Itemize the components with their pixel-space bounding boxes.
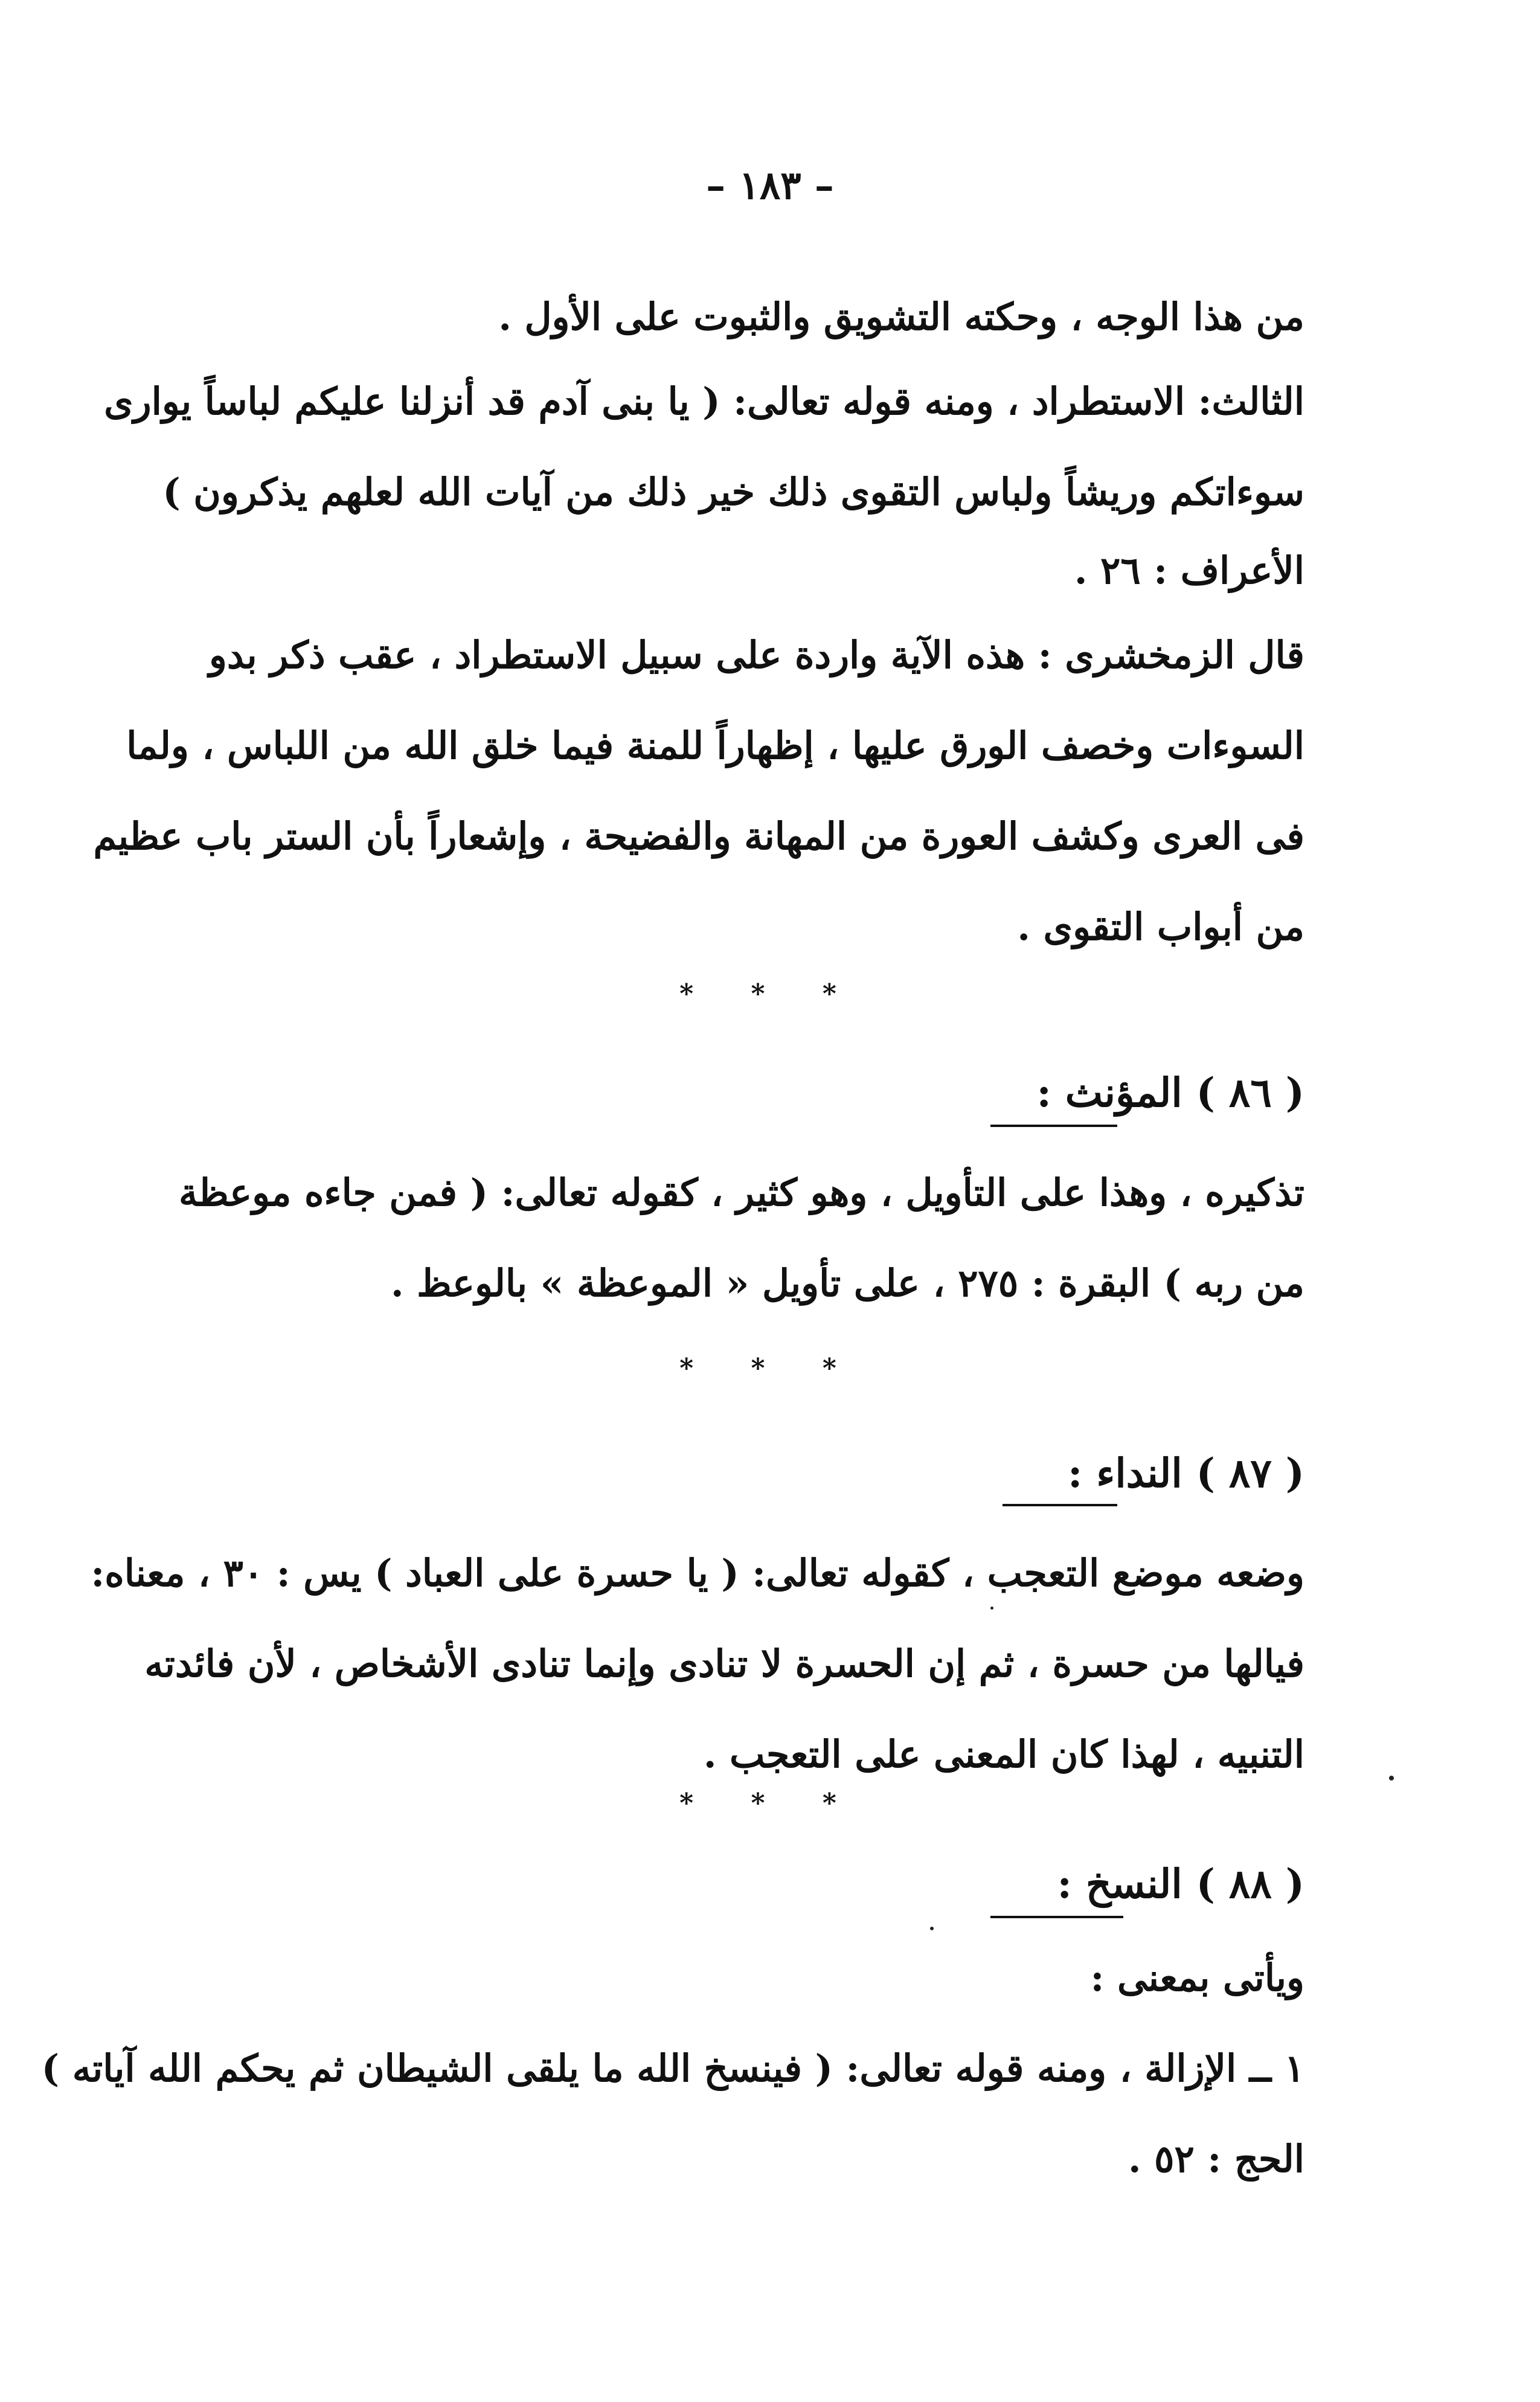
paragraph-86: [179, 1148, 1304, 1329]
text-line: من أبواب التقوى .: [1017, 905, 1304, 949]
heading-underline: [990, 1125, 1117, 1127]
heading-text: ( ٨٨ ) النسخ :: [1057, 1860, 1304, 1907]
heading-underline: [1003, 1504, 1117, 1506]
text-line: الحج : ٥٢ .: [1128, 2137, 1304, 2181]
text-line: تذكيره ، وهذا على التأويل ، وهو كثير ، كقوله تعالى: ( فمن جاءه موعظة: [179, 1170, 1304, 1215]
paragraph-88: [41, 1933, 1304, 2205]
text-line: التنبيه ، لهذا كان المعنى على التعجب .: [703, 1732, 1304, 1776]
text-line: السوءات وخصف الورق عليها ، إظهاراً للمنة فيما خلق الله من اللباس ، ولما: [126, 724, 1304, 768]
section-heading-88: [1057, 1860, 1305, 1907]
scan-speck: [990, 1607, 993, 1610]
text-line: وضعه موضع التعجب ، كقوله تعالى: ( يا حسرة على العباد ) يس : ٣٠ ، معناه:: [91, 1551, 1304, 1595]
text-line: قال الزمخشرى : هذه الآية واردة على سبيل الاستطراد ، عقب ذكر بدو: [208, 633, 1304, 677]
heading-text: ( ٨٧ ) النداء :: [1067, 1450, 1304, 1497]
section-separator: * * *: [679, 1353, 861, 1384]
paragraph-third-istitrad: [104, 356, 1304, 604]
text-line: الثالث: الاستطراد ، ومنه قوله تعالى: ( يا بنى آدم قد أنزلنا عليكم لباساً يوارى: [104, 379, 1304, 423]
heading-underline: [990, 1916, 1123, 1918]
paragraph-zamakhshari: [93, 610, 1304, 972]
intro-paragraph: [211, 272, 1304, 362]
scan-speck: [1389, 1776, 1394, 1781]
text-line: فى العرى وكشف العورة من المهانة والفضيحة ، وإشعاراً بأن الستر باب عظيم: [93, 814, 1304, 858]
text-line: من هذا الوجه ، وحكته التشويق والثبوت على الأول .: [498, 295, 1304, 339]
section-separator: * * *: [679, 1788, 861, 1819]
paragraph-87: [91, 1528, 1304, 1800]
text-line: سوءاتكم وريشاً ولباس التقوى ذلك خير ذلك من آيات الله لعلهم يذكرون ): [162, 470, 1304, 514]
text-line: ويأتى بمعنى :: [1090, 1956, 1304, 2000]
section-heading-87: [1068, 1450, 1304, 1497]
page-number: – ١٨٣ –: [706, 163, 834, 208]
text-line: فيالها من حسرة ، ثم إن الحسرة لا تنادى وإنما تنادى الأشخاص ، لأن فائدته: [144, 1642, 1304, 1686]
heading-text: ( ٨٦ ) المؤنث :: [1036, 1069, 1304, 1116]
text-line: الأعراف : ٢٦ .: [1074, 548, 1304, 592]
text-line: من ربه ) البقرة : ٢٧٥ ، على تأويل « الموعظة » بالوعظ .: [390, 1261, 1304, 1305]
text-line: ١ ــ الإزالة ، ومنه قوله تعالى: ( فينسخ الله ما يلقى الشيطان ثم يحكم الله آياته ): [41, 2046, 1304, 2090]
section-separator: * * *: [679, 978, 861, 1009]
section-heading-86: [1036, 1069, 1304, 1116]
scan-speck: [930, 1927, 934, 1930]
